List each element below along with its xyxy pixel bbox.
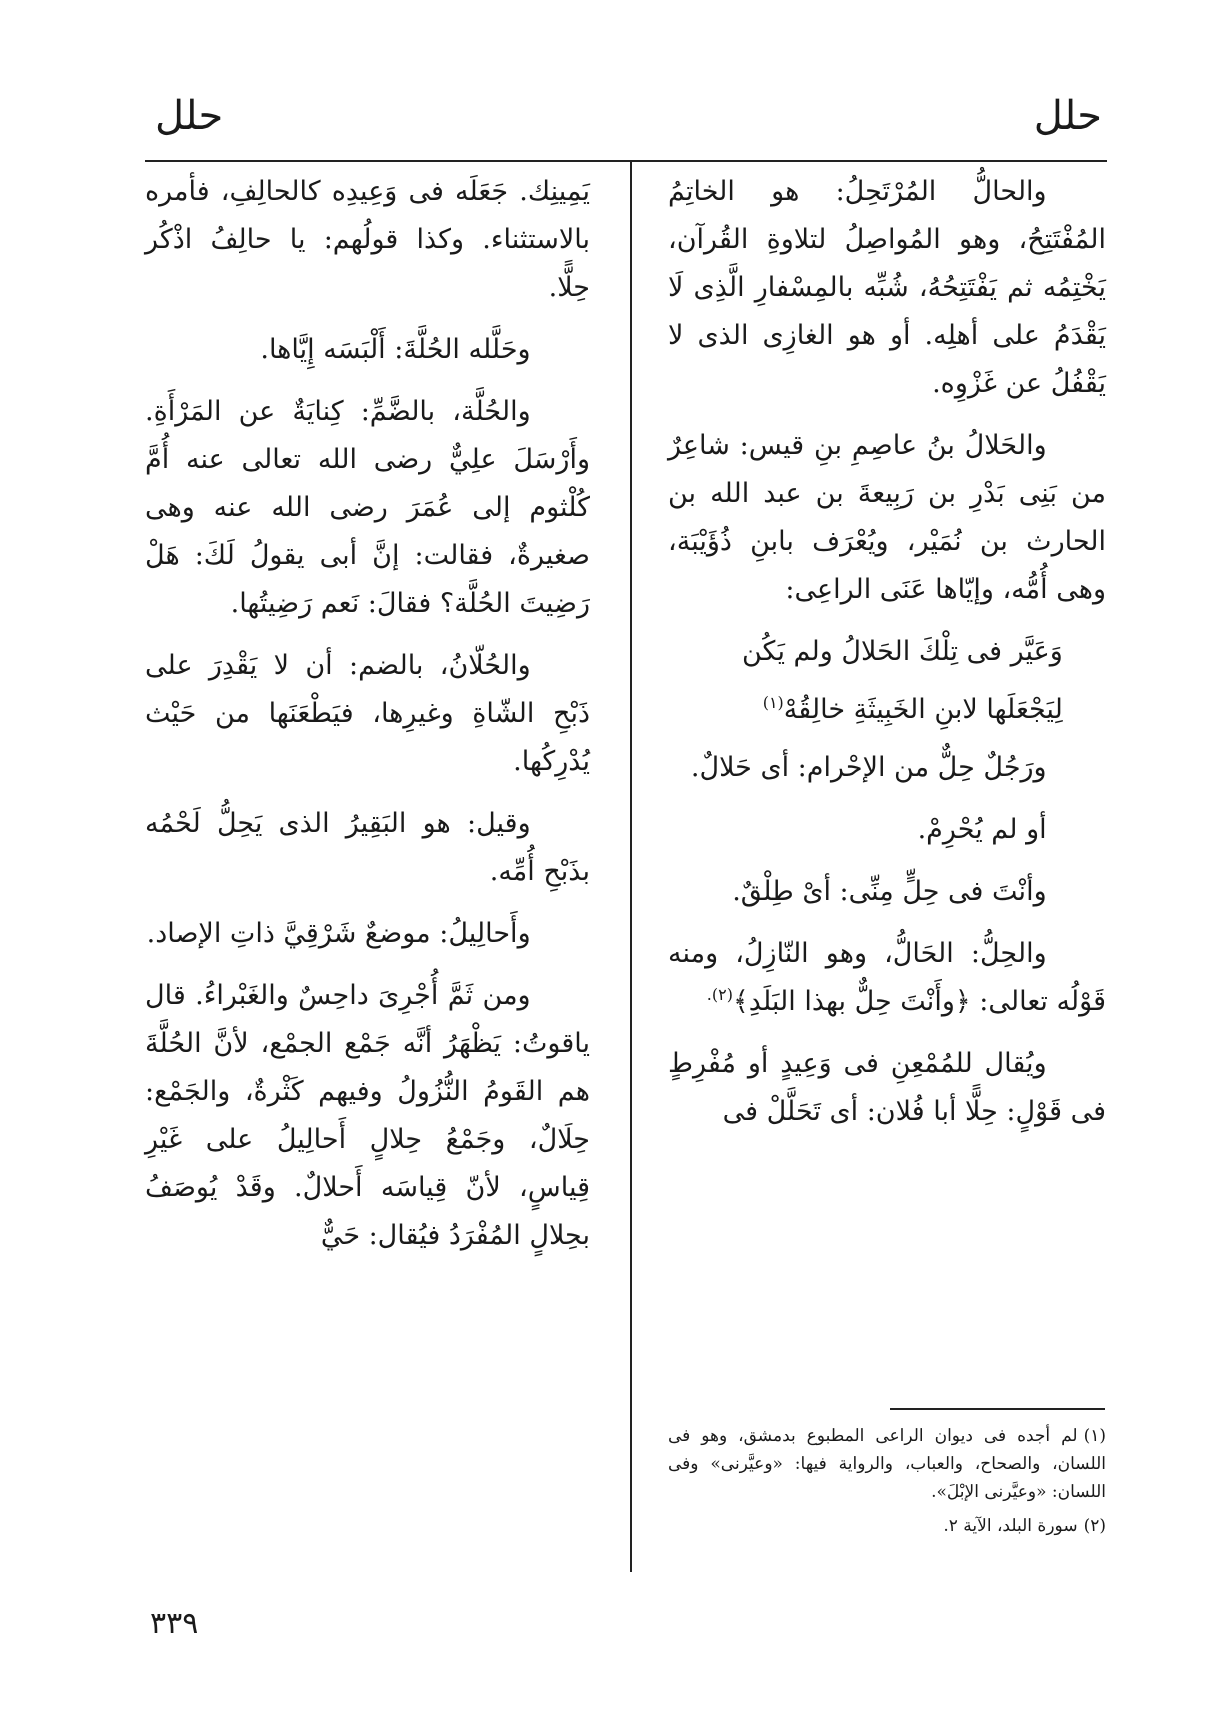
- page-number: ٣٣٩: [150, 1606, 199, 1641]
- entry-paragraph: ومن ثَمَّ أُجْرِىَ داحِسٌ والغَبْراءُ. قال ياقوتُ: يَظْهَرُ أنَّه جَمْع الجمْع، لأنَّ الحُلَّةَ هم القَومُ النُّزُولُ وفيهم كَثْرةٌ، والجَمْع: حِلَالٌ، وجَمْعُ حِلالٍ أَحالِيلُ على غَيْرِ قِياسٍ، لأنّ قِياسَه أَحلالٌ. وقَدْ يُوصَفُ بحِلالٍ المُفْرَدُ فيُقال: حَيٌّ: [145, 980, 590, 1251]
- entry-text: والحِلُّ: الحَالُّ، وهو النّازِلُ، ومنه قَوْلُه تعالى: ﴿وأَنْتَ حِلٌّ بهذا البَلَدِ﴾: [668, 938, 1106, 1017]
- footnote: [668, 1422, 1106, 1506]
- running-head-right: حلل: [1033, 93, 1102, 139]
- entry-paragraph: والحَلالُ بنُ عاصِمِ بنِ قيس: شاعِرٌ من بَنِى بَدْرِ بن رَبِيعةَ بن عبد الله بن الحارث بن نُمَيْر، ويُعْرَف بابنِ ذُؤَيْبَة، وهى أُمُّه، وإيّاها عَنَى الراعِى:: [668, 430, 1106, 605]
- footnotes: [668, 1422, 1106, 1546]
- footnote-number: (١): [1083, 1426, 1106, 1446]
- footnote-marker: (١): [762, 693, 784, 712]
- left-column: [145, 168, 590, 1274]
- header-rule: [145, 160, 1107, 162]
- entry-paragraph: [668, 930, 1106, 1026]
- running-head-left: حلل: [155, 93, 224, 139]
- verse-line: وَعَيَّر فى تِلْكَ الحَلالُ ولم يَكُن: [741, 636, 1063, 667]
- entry-paragraph: والحالُّ المُرْتَحِلُ: هو الخاتِمُ المُفْتَتِحُ، وهو المُواصِلُ لتلاوةِ القُرآن، يَخْتِمُه ثم يَفْتَتِحُهُ، شُبِّه بالمِسْفارِ الَّذِى لَا يَقْدَمُ على أهلِه. أو هو الغازِى الذى لا يَقْفُلُ عن غَزْوِه.: [668, 176, 1106, 399]
- verse-line: [668, 686, 1106, 734]
- entry-paragraph: ويُقال للمُمْعِنِ فى وَعِيدٍ أو مُفْرِطٍ فى قَوْلٍ: حِلًّا أبا فُلان: أى تَحَلَّلْ فى: [668, 1048, 1106, 1127]
- column-divider: [630, 162, 632, 1572]
- entry-paragraph: وأَحالِيلُ: موضعٌ شَرْقِيَّ ذاتِ الإصاد.: [146, 918, 531, 949]
- entry-paragraph: والحُلَّة، بالضَّمِّ: كِنايَةٌ عن المَرْأَةِ. وأَرْسَلَ علِيٌّ رضى الله تعالى عنه أُمَّ كُلْثوم إلى عُمَرَ رضى الله عنه وهى صغيرةٌ، فقالت: إنَّ أبى يقولُ لَكَ: هَلْ رَضِيتَ الحُلَّة؟ فقالَ: نَعم رَضِيتُها.: [145, 396, 590, 619]
- footnote-text: لم أجده فى ديوان الراعى المطبوع بدمشق، وهو فى اللسان، والصحاح، والعباب، والرواية فيها: «وعيَّرنى» وفى اللسان: «وعيَّرنى الإبْلَ».: [668, 1426, 1106, 1502]
- entry-paragraph: وقيل: هو البَقِيرُ الذى يَحِلُّ لَحْمُه بذَبْحِ أُمِّه.: [145, 808, 590, 887]
- right-column: [668, 168, 1106, 1150]
- entry-paragraph: وأنْتَ فى حِلٍّ مِنِّى: أىْ طِلْقٌ.: [732, 876, 1047, 907]
- entry-paragraph: أو لم يُحْرِمْ.: [917, 814, 1047, 845]
- footnote-number: (٢): [1083, 1516, 1106, 1536]
- footnote-marker: (٢).: [706, 985, 733, 1004]
- verse-text: لِيَجْعَلَها لابنِ الخَبِيثَةِ خالِقُهْ: [783, 694, 1063, 725]
- entry-paragraph: يَمِينِك. جَعَلَه فى وَعِيدِه كالحالِفِ، فأمره بالاستثناء. وكذا قولُهم: يا حالِفُ اذْكُر حِلًّا.: [145, 176, 590, 303]
- footnote-text: سورة البلد، الآية ٢.: [943, 1516, 1078, 1536]
- footnote-rule: [890, 1408, 1105, 1410]
- entry-paragraph: ورَجُلٌ حِلٌّ من الإحْرام: أى حَلالٌ.: [690, 752, 1047, 783]
- entry-paragraph: والحُلّانُ، بالضم: أن لا يَقْدِرَ على ذَبْحِ الشّاةِ وغيرِها، فيَطْعَنَها من حَيْث يُدْرِكُها.: [145, 650, 590, 777]
- footnote: [668, 1512, 1106, 1540]
- entry-paragraph: وحَلَّله الحُلَّةَ: أَلْبَسَه إِيَّاها.: [260, 334, 531, 365]
